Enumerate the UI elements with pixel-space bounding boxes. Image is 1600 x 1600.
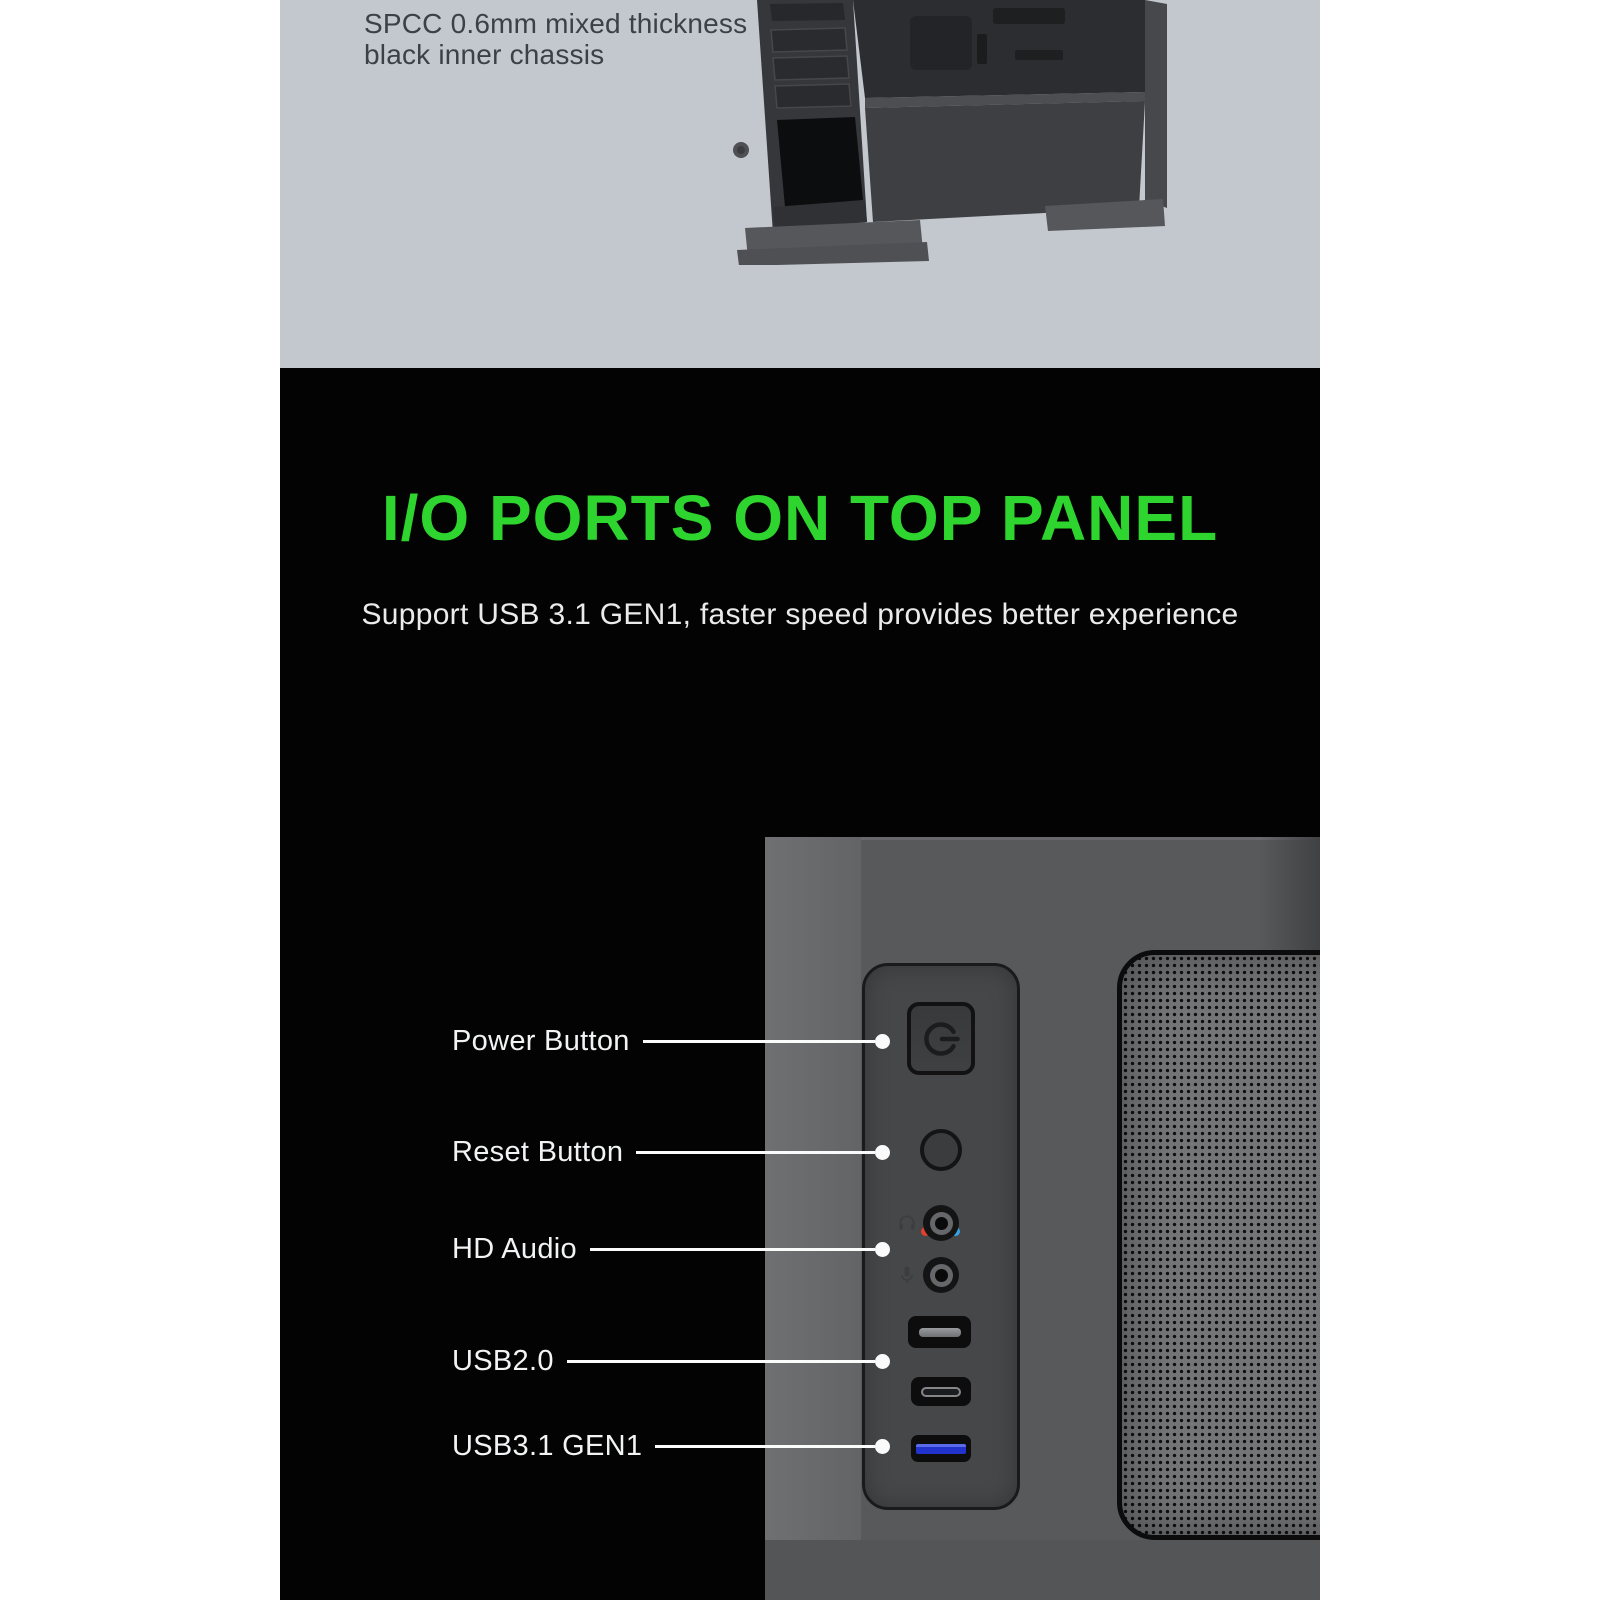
- callout-label: HD Audio: [452, 1232, 577, 1265]
- panel-left-bevel: [765, 837, 861, 1600]
- mesh-vent-panel: [1117, 950, 1320, 1540]
- callout-line: [567, 1360, 875, 1363]
- io-ports-section: [280, 368, 1320, 1600]
- power-button: [907, 1002, 975, 1075]
- usb3-blue-tongue: [916, 1444, 966, 1454]
- callout-label: USB3.1 GEN1: [452, 1429, 643, 1462]
- reset-button: [920, 1129, 962, 1171]
- usb2-port-2: [911, 1377, 971, 1406]
- chassis-photo: [715, 0, 1185, 265]
- callout-dot: [875, 1354, 890, 1369]
- top-panel-photo: [765, 837, 1320, 1600]
- callout-label: Power Button: [452, 1024, 630, 1057]
- callout-hd-audio: [452, 1232, 890, 1266]
- callout-dot: [875, 1439, 890, 1454]
- callout-dot: [875, 1145, 890, 1160]
- power-icon: [920, 1018, 962, 1060]
- callout-line: [590, 1248, 875, 1251]
- callout-line: [655, 1445, 875, 1448]
- usb2-port-1: [908, 1316, 971, 1348]
- callout-reset-button: [452, 1135, 890, 1169]
- panel-front-edge: [765, 1540, 1320, 1600]
- callout-power-button: [452, 1024, 890, 1058]
- chassis-caption: [364, 8, 747, 70]
- usb3-port: [911, 1435, 971, 1462]
- callout-usb2: [452, 1344, 890, 1378]
- callout-line: [643, 1040, 875, 1043]
- microphone-icon: [897, 1265, 917, 1285]
- content-column: [280, 0, 1320, 1600]
- section-title: I/O PORTS ON TOP PANEL: [381, 482, 1219, 554]
- headphone-icon: [897, 1213, 917, 1233]
- chassis-caption-line2: black inner chassis: [364, 39, 605, 70]
- microphone-jack: [923, 1257, 959, 1293]
- chassis-section: [280, 0, 1320, 368]
- callout-usb3: [452, 1429, 890, 1463]
- chassis-caption-line1: SPCC 0.6mm mixed thickness: [364, 8, 748, 39]
- callout-line: [636, 1151, 875, 1154]
- headphone-jack: [923, 1205, 959, 1241]
- section-subtitle: Support USB 3.1 GEN1, faster speed provides better experience: [361, 598, 1239, 631]
- callout-dot: [875, 1034, 890, 1049]
- callout-label: USB2.0: [452, 1344, 554, 1377]
- callout-dot: [875, 1242, 890, 1257]
- callout-label: Reset Button: [452, 1135, 624, 1168]
